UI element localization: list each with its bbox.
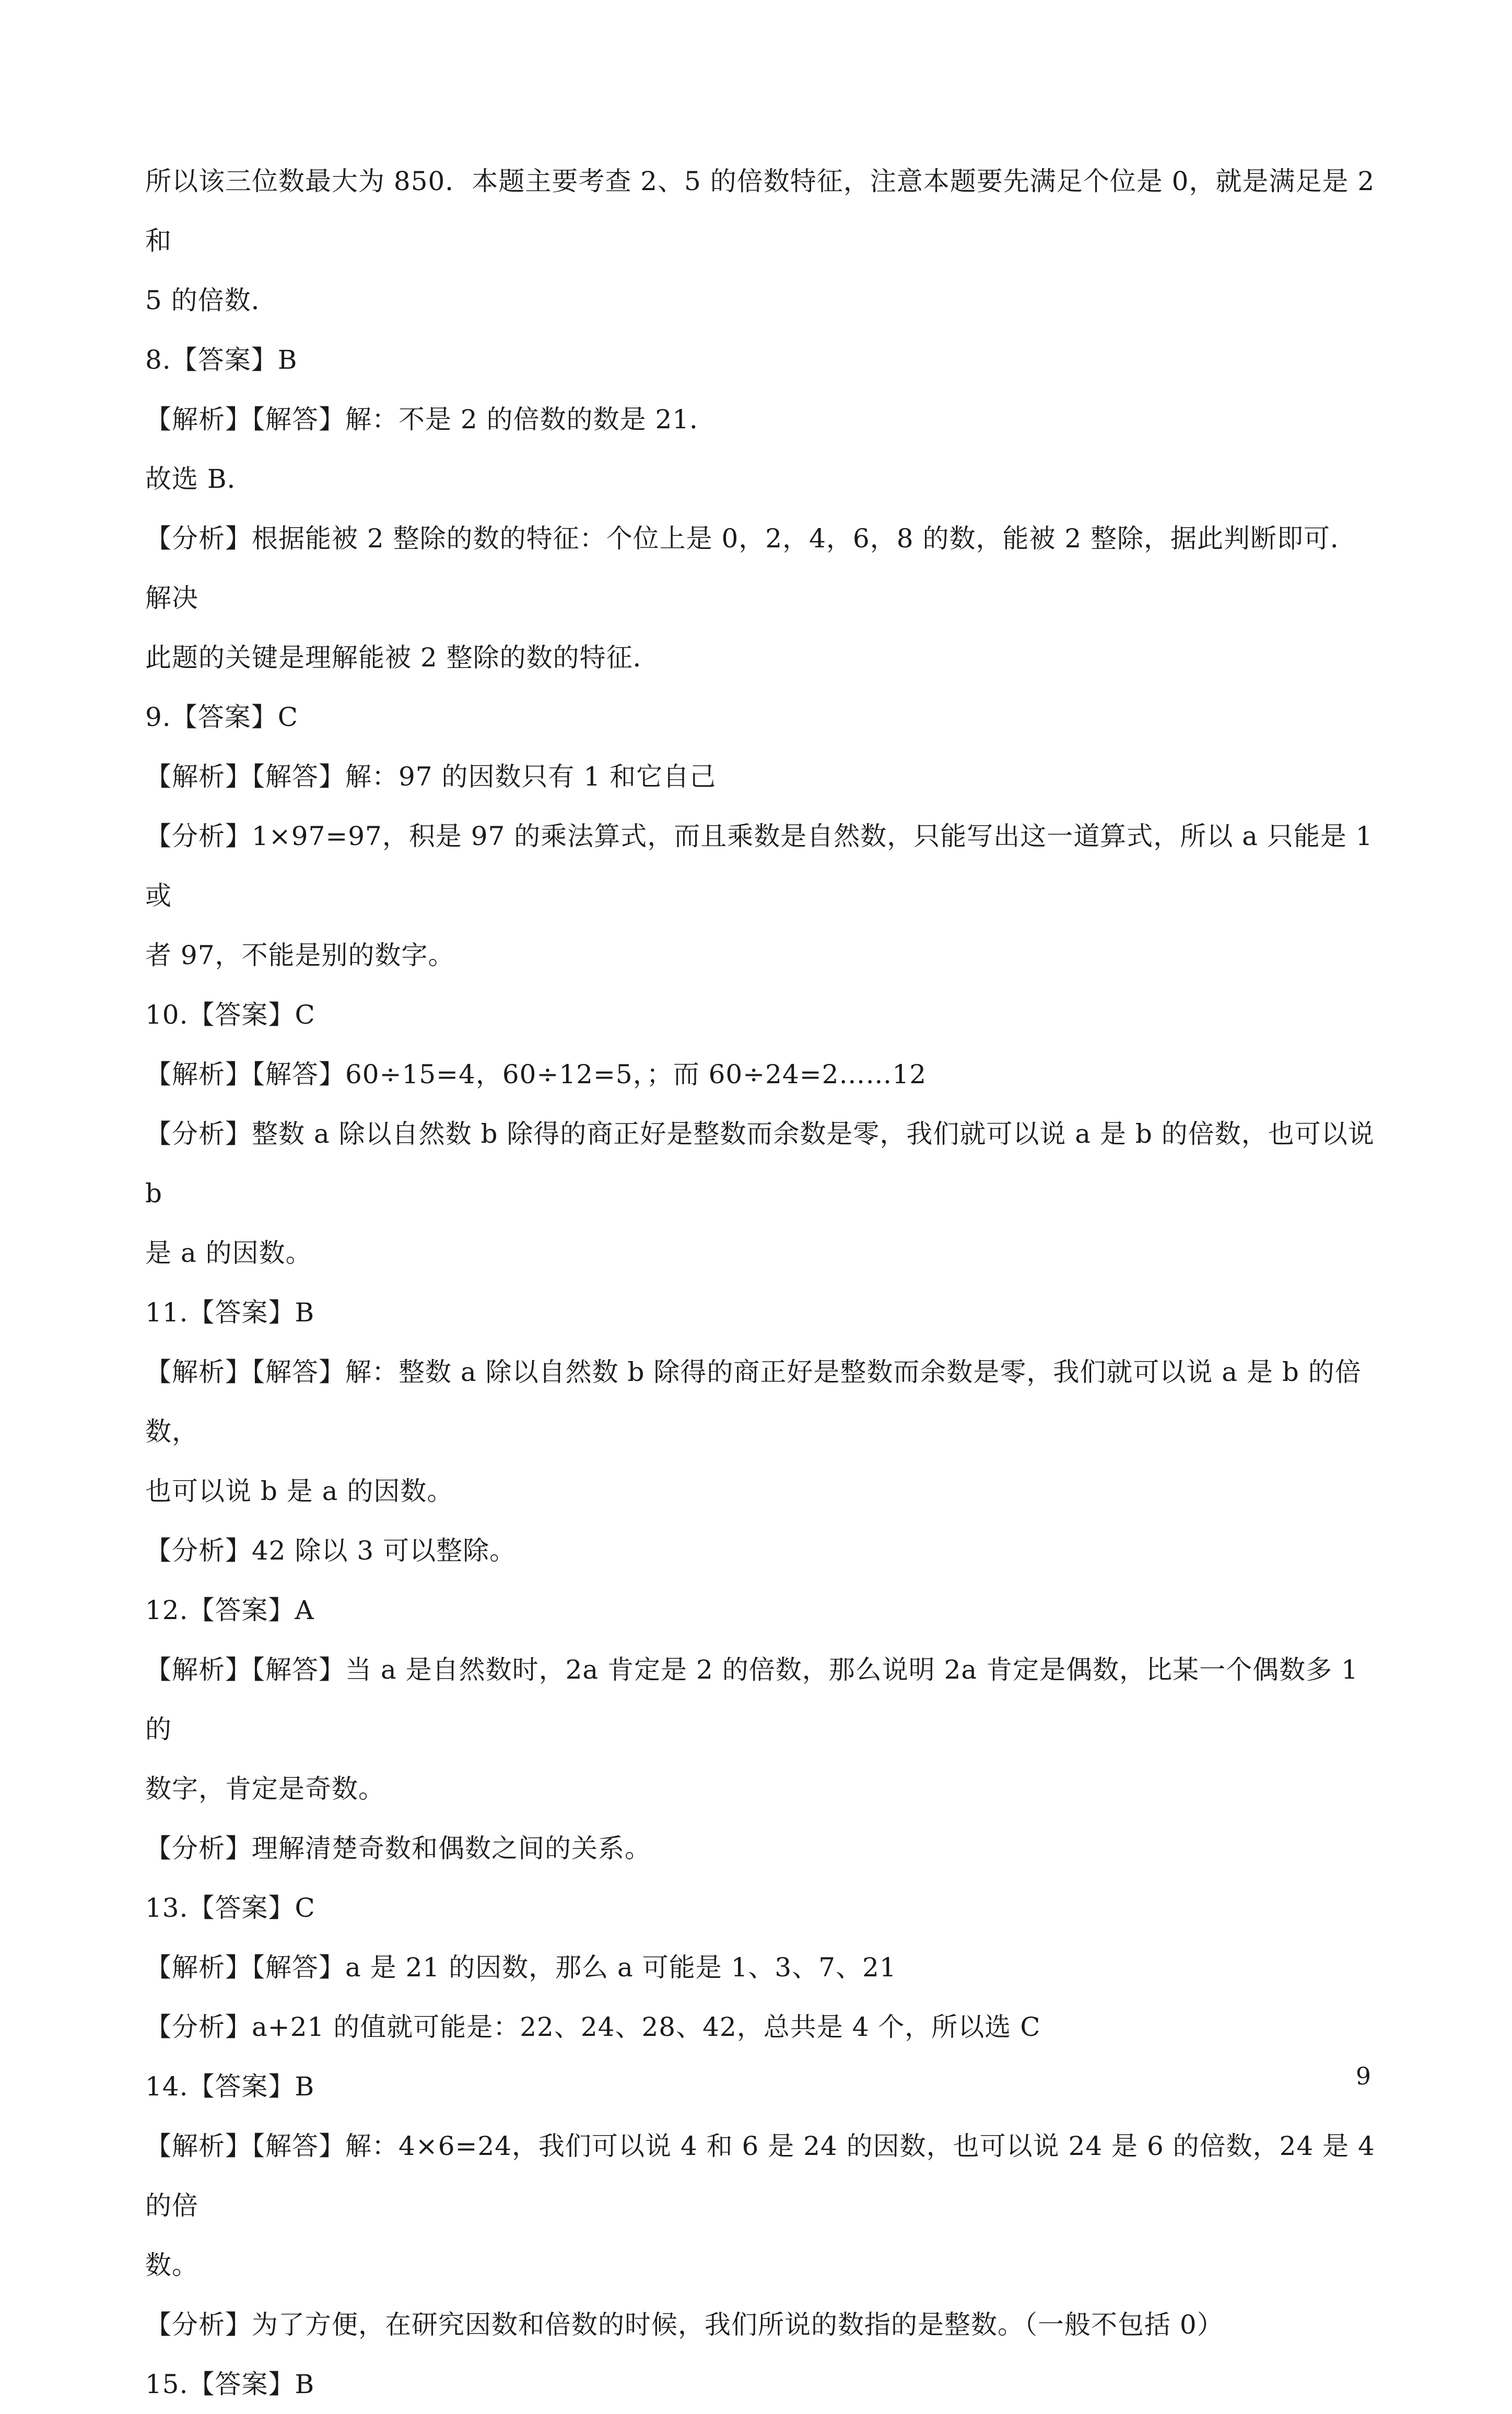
text-line: 【解析】【解答】解：不是 2 的倍数的数是 21． [145, 404, 717, 435]
answer-heading-15: 15.【答案】B [145, 2369, 315, 2399]
text-line: 者 97，不能是别的数字。 [145, 940, 455, 970]
text-line: 【分析】根据能被 2 整除的数的特征：个位上是 0，2，4，6，8 的数，能被 2 整除，据此判断即可．解决 [145, 523, 1357, 613]
text-line: 数。 [145, 2250, 198, 2280]
text-line: 【解析】【解答】解：整数 a 除以自然数 b 除得的商正好是整数而余数是零，我们就可以说 a 是 b 的倍数， [145, 1357, 1362, 1447]
answer-heading-14: 14.【答案】B [145, 2071, 315, 2102]
answer-heading-10: 10.【答案】C [145, 1000, 315, 1030]
text-line: 此题的关键是理解能被 2 整除的数的特征． [145, 642, 660, 673]
text-line: 所以该三位数最大为 850．本题主要考查 2、5 的倍数特征，注意本题要先满足个位是 0，就是满足是 2 和 [145, 166, 1384, 256]
text-line: 【分析】为了方便，在研究因数和倍数的时候，我们所说的数指的是整数。（一般不包括 0） [145, 2310, 1224, 2340]
text-line: 【分析】理解清楚奇数和偶数之间的关系。 [145, 1833, 651, 1864]
text-line: 【分析】整数 a 除以自然数 b 除得的商正好是整数而余数是零，我们就可以说 a 是 b 的倍数，也可以说 b [145, 1119, 1384, 1209]
text-line: 是 a 的因数。 [145, 1238, 312, 1268]
text-line: 数字，肯定是奇数。 [145, 1774, 385, 1804]
answer-heading-9: 9.【答案】C [145, 702, 298, 732]
text-line: 【解析】【解答】解：97 的因数只有 1 和它自己 [145, 761, 717, 792]
text-line: 【分析】1×97=97，积是 97 的乘法算式，而且乘数是自然数，只能写出这一道算式，所以 a 只能是 1 或 [145, 821, 1382, 911]
text-line: 故选 B． [145, 464, 254, 494]
text-line: 【分析】a+21 的值就可能是：22、24、28、42，总共是 4 个，所以选 C [145, 2012, 1041, 2042]
answer-text-body [145, 151, 1384, 2414]
answer-heading-13: 13.【答案】C [145, 1893, 315, 1923]
text-line: 【分析】42 除以 3 可以整除。 [145, 1536, 517, 1566]
text-line: 也可以说 b 是 a 的因数。 [145, 1476, 454, 1506]
answer-heading-12: 12.【答案】A [145, 1595, 314, 1625]
text-line: 5 的倍数． [145, 285, 278, 315]
answer-heading-8: 8.【答案】B [145, 345, 298, 375]
page-number: 9 [1355, 2062, 1371, 2090]
text-line: 【解析】【解答】60÷15=4，60÷12=5，；而 60÷24=2……12 [145, 1059, 927, 1089]
text-line: 【解析】【解答】当 a 是自然数时，2a 肯定是 2 的倍数，那么说明 2a 肯定是偶数，比某一个偶数多 1 的 [145, 1655, 1367, 1744]
text-line: 【解析】【解答】a 是 21 的因数，那么 a 可能是 1、3、7、21 [145, 1952, 897, 1983]
text-line: 【解析】【解答】解：4×6=24，我们可以说 4 和 6 是 24 的因数，也可以说 24 是 6 的倍数，24 是 4 的倍 [145, 2131, 1384, 2221]
answer-heading-11: 11.【答案】B [145, 1297, 315, 1328]
